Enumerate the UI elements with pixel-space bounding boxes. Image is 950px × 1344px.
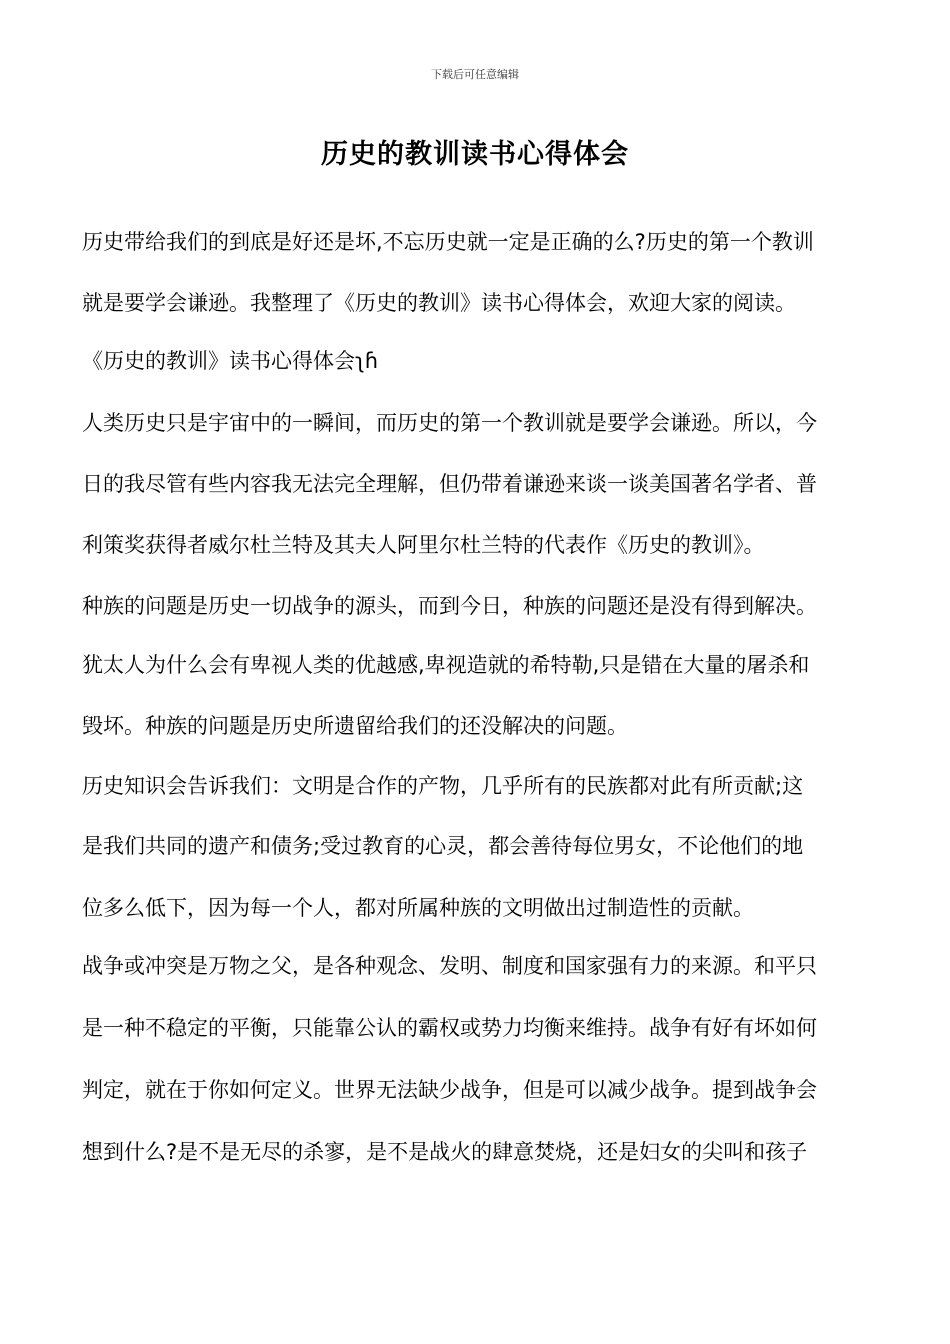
section-heading-text: 《历史的教训》读书心得体会ʅɦ (82, 349, 378, 373)
paragraph-line: 日的我尽管有些内容我无法完全理解，但仍带着谦逊来谈一谈美国著名学者、普 (82, 472, 817, 496)
header-note: 下载后可任意编辑 (431, 68, 519, 81)
paragraph-line: 位多么低下，因为每一个人，都对所属种族的文明做出过制造性的贡献。 (82, 896, 754, 920)
paragraph-line: 人类历史只是宇宙中的一瞬间，而历史的第一个教训就是要学会谦逊。所以，今 (82, 411, 817, 435)
intro-line: 历史带给我们的到底是好还是坏,不忘历史就一定是正确的么?历史的第一个教训 (82, 230, 814, 254)
intro-line: 就是要学会谦逊。我整理了《历史的教训》读书心得体会，欢迎大家的阅读。 (82, 291, 796, 315)
paragraph-line: 毁坏。种族的问题是历史所遗留给我们的还没解决的问题。 (82, 714, 628, 738)
paragraph-line: 判定，就在于你如何定义。世界无法缺少战争，但是可以减少战争。提到战争会 (82, 1078, 817, 1102)
paragraph-line: 犹太人为什么会有卑视人类的优越感,卑视造就的希特勒,只是错在大量的屠杀和 (82, 653, 810, 677)
paragraph-line: 利策奖获得者威尔杜兰特及其夫人阿里尔杜兰特的代表作《历史的教训》。 (82, 533, 765, 557)
paragraph-line: 想到什么?是不是无尽的杀寥，是不是战火的肆意焚烧，还是妇女的尖叫和孩子 (82, 1140, 808, 1164)
page-title: 历史的教训读书心得体会 (321, 139, 629, 170)
paragraph-line: 种族的问题是历史一切战争的源头，而到今日，种族的问题还是没有得到解决。 (82, 594, 817, 618)
paragraph-line: 是我们共同的遗产和债务;受过教育的心灵，都会善待每位男女，不论他们的地 (82, 834, 804, 858)
paragraph-line: 战争或冲突是万物之父，是各种观念、发明、制度和国家强有力的来源。和平只 (82, 954, 817, 978)
paragraph-line: 是一种不稳定的平衡，只能靠公认的霸权或势力均衡来维持。战争有好有坏如何 (82, 1016, 817, 1040)
paragraph-line: 历史知识会告诉我们：文明是合作的产物，几乎所有的民族都对此有所贡献;这 (82, 774, 804, 798)
